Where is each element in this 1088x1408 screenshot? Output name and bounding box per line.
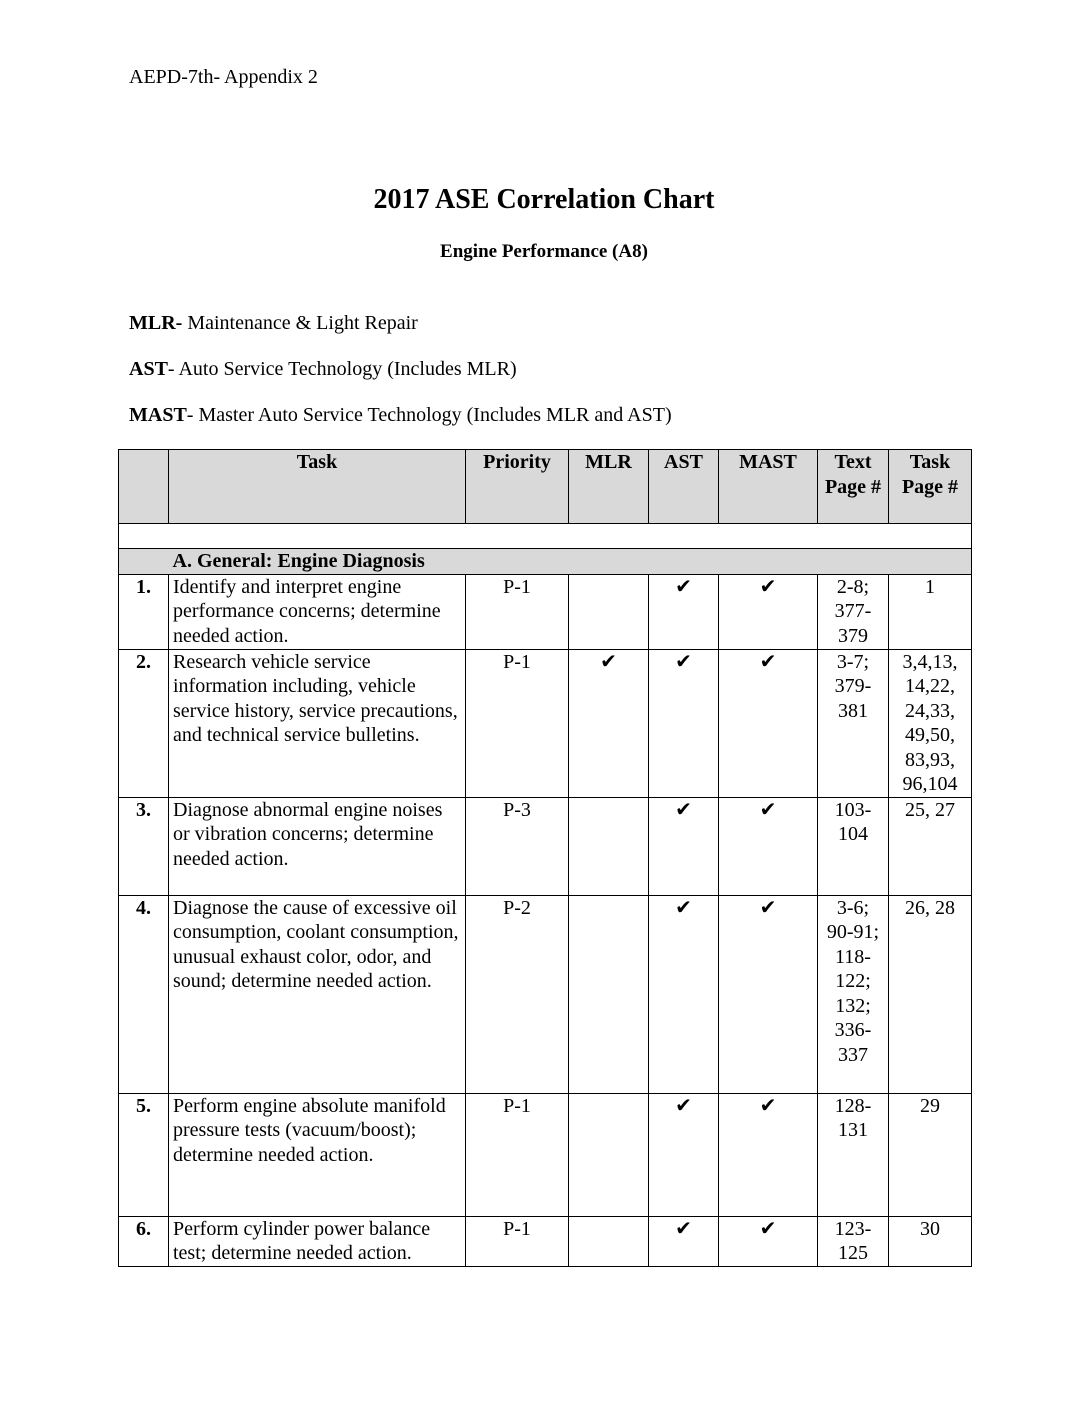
priority: P-1: [466, 1093, 569, 1216]
checkmark-icon: ✔: [675, 650, 692, 673]
mast-check: [719, 1216, 818, 1266]
task-description: Research vehicle service information including, vehicle service history, service precautions, and technical service bulletins.: [169, 649, 466, 797]
mlr-check: [569, 649, 649, 797]
section-spacer: [119, 549, 169, 575]
task-page: 25, 27: [889, 797, 972, 895]
checkmark-icon: ✔: [759, 650, 777, 673]
text-page: 103-104: [818, 797, 889, 895]
task-page: 1: [889, 574, 972, 649]
task-number: 1.: [119, 574, 169, 649]
task-number: 6.: [119, 1216, 169, 1266]
priority: P-2: [466, 895, 569, 1093]
definition-text: Maintenance & Light Repair: [182, 312, 418, 334]
table-row: [119, 797, 972, 895]
ast-check: [649, 797, 719, 895]
task-description: Diagnose the cause of excessive oil consumption, coolant consumption, unusual exhaust color, odor, and sound; determine needed action.: [169, 895, 466, 1093]
task-number: 5.: [119, 1093, 169, 1216]
checkmark-icon: ✔: [675, 896, 692, 919]
mlr-check: [569, 895, 649, 1093]
checkmark-icon: ✔: [675, 1217, 692, 1240]
definition-text: - Master Auto Service Technology (Includes MLR and AST): [186, 404, 672, 426]
priority: P-1: [466, 649, 569, 797]
column-header: Text Page #: [818, 450, 889, 524]
mast-check: [719, 649, 818, 797]
checkmark-icon: ✔: [759, 1094, 777, 1117]
priority: P-3: [466, 797, 569, 895]
task-number: 4.: [119, 895, 169, 1093]
task-description: Perform cylinder power balance test; determine needed action.: [169, 1216, 466, 1266]
checkmark-icon: ✔: [675, 798, 692, 821]
mlr-check: [569, 574, 649, 649]
blank-cell: [119, 524, 972, 549]
column-header: AST: [649, 450, 719, 524]
task-page: 30: [889, 1216, 972, 1266]
mast-check: [719, 895, 818, 1093]
task-number: 3.: [119, 797, 169, 895]
task-page: 3,4,13, 14,22, 24,33, 49,50, 83,93, 96,104: [889, 649, 972, 797]
mast-check: [719, 574, 818, 649]
table-row: [119, 895, 972, 1093]
checkmark-icon: ✔: [759, 798, 777, 821]
correlation-table: [118, 449, 972, 1267]
definition-mast: [129, 404, 672, 427]
section-row: [119, 549, 972, 575]
definition-mlr: [129, 312, 418, 335]
definition-abbr: MAST: [129, 404, 187, 426]
page-subtitle: Engine Performance (A8): [440, 241, 648, 262]
mast-check: [719, 1093, 818, 1216]
text-page: 128-131: [818, 1093, 889, 1216]
definition-abbr: MLR-: [129, 312, 183, 334]
definition-text: - Auto Service Technology (Includes MLR): [167, 358, 517, 380]
table-row: [119, 1216, 972, 1266]
priority: P-1: [466, 1216, 569, 1266]
checkmark-icon: ✔: [759, 1217, 777, 1240]
column-header: MLR: [569, 450, 649, 524]
ast-check: [649, 649, 719, 797]
task-page: 29: [889, 1093, 972, 1216]
mlr-check: [569, 1093, 649, 1216]
page-header: AEPD-7th- Appendix 2: [129, 66, 318, 88]
ast-check: [649, 1216, 719, 1266]
text-page: 3-6; 90-91; 118-122; 132; 336-337: [818, 895, 889, 1093]
checkmark-icon: ✔: [600, 650, 617, 673]
table-header-row: [119, 450, 972, 524]
column-header: MAST: [719, 450, 818, 524]
text-page: 3-7; 379-381: [818, 649, 889, 797]
task-number: 2.: [119, 649, 169, 797]
table-row: [119, 574, 972, 649]
checkmark-icon: ✔: [759, 575, 777, 598]
section-title: A. General: Engine Diagnosis: [169, 549, 972, 575]
checkmark-icon: ✔: [759, 896, 777, 919]
mast-check: [719, 797, 818, 895]
column-header: [119, 450, 169, 524]
page-title: 2017 ASE Correlation Chart: [373, 184, 715, 215]
definition-abbr: AST: [129, 358, 168, 380]
checkmark-icon: ✔: [675, 575, 692, 598]
task-description: Identify and interpret engine performance concerns; determine needed action.: [169, 574, 466, 649]
column-header: Task: [169, 450, 466, 524]
task-description: Perform engine absolute manifold pressure tests (vacuum/boost); determine needed action.: [169, 1093, 466, 1216]
column-header: Task Page #: [889, 450, 972, 524]
ast-check: [649, 574, 719, 649]
column-header: Priority: [466, 450, 569, 524]
blank-row: [119, 524, 972, 549]
ast-check: [649, 895, 719, 1093]
mlr-check: [569, 1216, 649, 1266]
text-page: 123-125: [818, 1216, 889, 1266]
priority: P-1: [466, 574, 569, 649]
definition-ast: [129, 358, 517, 381]
checkmark-icon: ✔: [675, 1094, 692, 1117]
ast-check: [649, 1093, 719, 1216]
mlr-check: [569, 797, 649, 895]
task-page: 26, 28: [889, 895, 972, 1093]
table-row: [119, 1093, 972, 1216]
text-page: 2-8; 377-379: [818, 574, 889, 649]
task-description: Diagnose abnormal engine noises or vibration concerns; determine needed action.: [169, 797, 466, 895]
table-row: [119, 649, 972, 797]
